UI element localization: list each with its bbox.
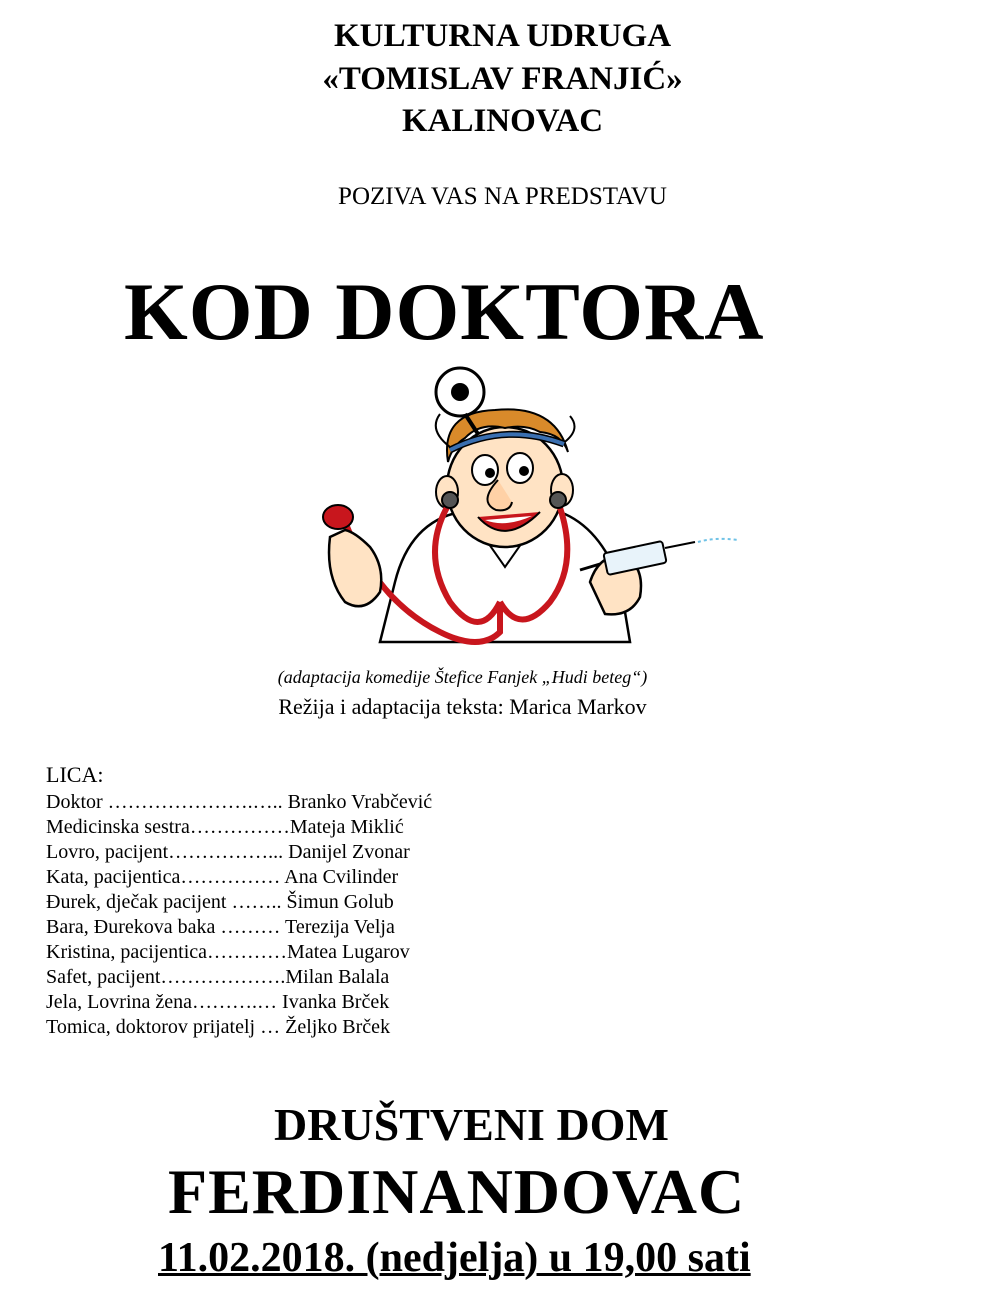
direction-credit: Režija i adaptacija teksta: Marica Markov (278, 694, 647, 719)
cast-row: Medicinska sestra……………Mateja Miklić (46, 816, 404, 838)
cast-row: Doktor ………………….….. Branko Vrabčević (46, 791, 433, 813)
adaptation-note: (adaptacija komedije Štefice Fanjek „Hudi beteg“) (277, 667, 648, 687)
cast-row: Bara, Đurekova baka ……… Terezija Velja (46, 916, 395, 938)
doctor-illustration (300, 352, 740, 662)
venue-name: DRUŠTVENI DOM (274, 1099, 669, 1150)
cast-row: Kristina, pacijentica…………Matea Lugarov (46, 941, 410, 963)
cast-row: Jela, Lovrina žena……….… Ivanka Brček (46, 991, 390, 1013)
cast-heading: LICA: (46, 762, 104, 787)
play-title: KOD DOKTORA (124, 266, 765, 357)
cast-row: Safet, pacijent……………….Milan Balala (46, 966, 390, 988)
organizer-line-2: «TOMISLAV FRANJIĆ» (322, 61, 683, 97)
venue-town: FERDINANDOVAC (168, 1156, 746, 1227)
cast-row: Tomica, doktorov prijatelj … Željko Brček (46, 1016, 391, 1038)
organizer-line-3: KALINOVAC (401, 103, 604, 139)
organizer-line-1: KULTURNA UDRUGA (333, 18, 672, 54)
cast-row: Đurek, dječak pacijent …….. Šimun Golub (46, 891, 394, 913)
cast-list (46, 760, 432, 1040)
cast-row: Kata, pacijentica…………… Ana Cvilinder (46, 866, 399, 888)
cast-row: Lovro, pacijent……………... Danijel Zvonar (46, 841, 410, 863)
invitation-text: POZIVA VAS NA PREDSTAVU (338, 183, 667, 210)
event-date-time: 11.02.2018. (nedjelja) u 19,00 sati (158, 1235, 751, 1281)
